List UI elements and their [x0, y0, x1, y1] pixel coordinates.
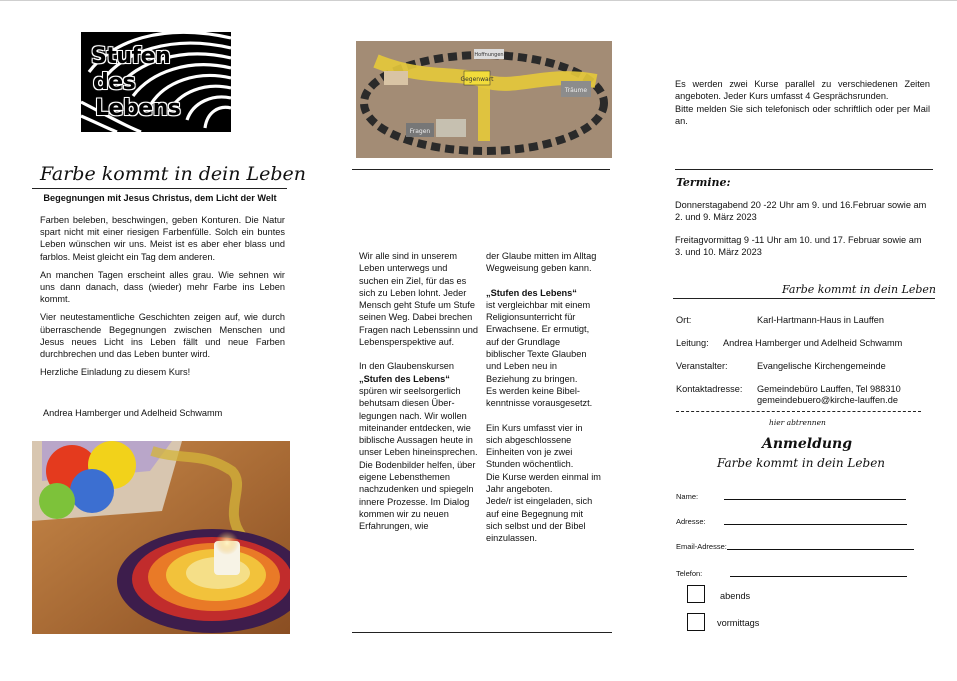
panel2-right-paragraph: Ein Kurs umfasst vier in sich abgeschlossene Einheiten von je zwei Stunden wöchentlich.: [486, 422, 583, 470]
veranstalter-value: Evangelische Kirchengemeinde: [757, 361, 886, 371]
panel3-intro: [675, 78, 930, 127]
name-input[interactable]: [724, 499, 906, 500]
photo-card-fragen: Fragen: [409, 128, 431, 135]
veranstalter-label: Veranstalter:: [676, 361, 728, 371]
abends-checkbox[interactable]: [687, 585, 705, 603]
adresse-label: Adresse:: [676, 517, 706, 526]
kontakt-label: Kontaktadresse:: [676, 384, 743, 394]
panel2-right-highlight: „Stufen des Lebens“: [486, 287, 577, 298]
termine-heading: Termine:: [676, 176, 731, 189]
panel2-right-column: [486, 250, 601, 545]
panel2-left-column: [359, 250, 479, 533]
panel2-right-paragraph: Jede/r ist eingeladen, sich auf eine Begegnung mit sich selbst und der Bibel einzulassen.: [486, 496, 593, 544]
name-label: Name:: [676, 492, 699, 501]
kontakt-email: gemeindebuero@kirche-lauffen.de: [757, 395, 898, 405]
email-label: Email-Adresse:: [676, 542, 727, 551]
panel2-right-paragraph: der Glaube mitten im Alltag Wegweisung geben kann.: [486, 251, 597, 274]
anmeldung-title: Anmeldung: [762, 436, 853, 452]
leitung-label: Leitung:: [676, 338, 709, 348]
panel3-banner-rule: [673, 298, 935, 299]
adresse-input[interactable]: [724, 524, 907, 525]
panel3-intro-text: Bitte melden Sie sich telefonisch oder schriftlich oder per Mail an.: [675, 103, 930, 126]
panel2-bottom-rule: [352, 632, 612, 633]
telefon-input[interactable]: [730, 576, 907, 577]
panel1-paragraph: Farben beleben, beschwingen, geben Konturen. Die Natur spart nicht mit einer riesigen Farbenfülle. Solch ein buntes Leben wünschen wir uns. Meist ist es aber eher blass und farblos. Meist gleicht ein Tag dem anderen.: [40, 215, 285, 262]
logo-word-lebens: Lebens: [95, 96, 181, 121]
panel2-right-paragraph: ist vergleichbar mit einem Religionsunterricht für Erwachsene. Er ermutigt, auf der Grundlage biblischer Texte Glauben und Leben neu in Beziehung zu bringen.: [486, 299, 591, 384]
candle-photo: [32, 441, 290, 634]
top-border: [0, 0, 957, 1]
anmeldung-subtitle: Farbe kommt in dein Leben: [717, 456, 886, 470]
panel3-intro-text: Es werden zwei Kurse parallel zu verschiedenen Zeiten angeboten. Jeder Kurs umfasst 4 Gesprächsrunden.: [675, 79, 930, 102]
panel1-body: [40, 214, 285, 384]
ort-value: Karl-Hartmann-Haus in Lauffen: [757, 315, 884, 325]
panel1-paragraph: Herzliche Einladung zu diesem Kurs!: [40, 367, 191, 378]
floor-image-photo: [356, 41, 612, 158]
photo-card-traeume: Träume: [564, 87, 588, 94]
abends-label: abends: [720, 591, 751, 601]
termin-entry: Freitagvormittag 9 -11 Uhr am 10. und 17. Februar sowie am 3. und 10. März 2023: [675, 234, 922, 257]
ort-label: Ort:: [676, 315, 692, 325]
termine-list: [675, 199, 930, 258]
panel1-subtitle: Begegnungen mit Jesus Christus, dem Licht der Welt: [43, 193, 277, 203]
kontakt-phone: Gemeindebüro Lauffen, Tel 988310: [757, 384, 901, 394]
panel1-title-rule: [32, 188, 287, 189]
panel2-left-paragraph: Die Bodenbilder helfen, über eigene Lebensthemen nachzudenken und spiegeln innere Prozesse. Im Dialog kommen wir zu neuen Erfahrungen, wie: [359, 459, 476, 532]
vormittags-checkbox[interactable]: [687, 613, 705, 631]
panel2-right-paragraph: Die Kurse werden einmal im Jahr angeboten.: [486, 471, 601, 495]
logo-word-des: des: [93, 70, 136, 95]
panel2-top-rule: [352, 169, 610, 170]
stufen-des-lebens-logo: [81, 32, 231, 132]
cut-label: hier abtrennen: [769, 418, 826, 427]
leitung-value: Andrea Hamberger und Adelheid Schwamm: [723, 338, 903, 348]
logo-word-stufen: Stufen: [91, 44, 171, 69]
telefon-label: Telefon:: [676, 569, 703, 578]
panel3-banner: Farbe kommt in dein Leben: [782, 283, 937, 296]
panel1-authors: Andrea Hamberger und Adelheid Schwamm: [43, 408, 223, 418]
panel3-termine-rule: [675, 169, 933, 170]
panel1-paragraph: An manchen Tagen erscheint alles grau. Wie sehnen wir uns dann danach, dass (wieder) mehr Farbe ins Leben kommt.: [40, 269, 285, 305]
panel2-left-paragraph: spüren wir seelsorgerlich behutsam diesen Über-legungen nach. Wir wollen miteinander entdecken, wie biblische Aussagen heute in unser Leben hineinsprechen.: [359, 385, 478, 458]
panel2-left-highlight: „Stufen des Lebens“: [359, 373, 450, 384]
email-input[interactable]: [727, 549, 914, 550]
panel2-left-paragraph: Wir alle sind in unserem Leben unterwegs und suchen ein Ziel, für das es sich zu Leben lohnt. Jeder Mensch geht Stufe um Stufe seinen Weg. Dabei brechen Fragen nach Lebenssinn und Lebensperspektive auf.: [359, 251, 479, 348]
cut-line: [676, 411, 921, 412]
photo-card-gegenwart: Gegenwart: [460, 76, 494, 83]
panel1-title: Farbe kommt in dein Leben: [40, 163, 307, 185]
panel2-right-paragraph: Es werden keine Bibel-kenntnisse vorausgesetzt.: [486, 385, 593, 409]
photo-card-hoffnungen: Hoffnungen: [474, 52, 504, 58]
vormittags-label: vormittags: [717, 618, 760, 628]
panel1-paragraph: Vier neutestamentliche Geschichten zeigen auf, wie durch überraschende Begegnungen zwischen Menschen und Jesus neues Licht ins Leben fällt und neue Farben durchbrechen und das Leben bunter wird.: [40, 312, 285, 360]
panel2-left-paragraph: In den Glaubenskursen: [359, 361, 455, 372]
termin-entry: Donnerstagabend 20 -22 Uhr am 9. und 16.Februar sowie am 2. und 9. März 2023: [675, 200, 927, 223]
